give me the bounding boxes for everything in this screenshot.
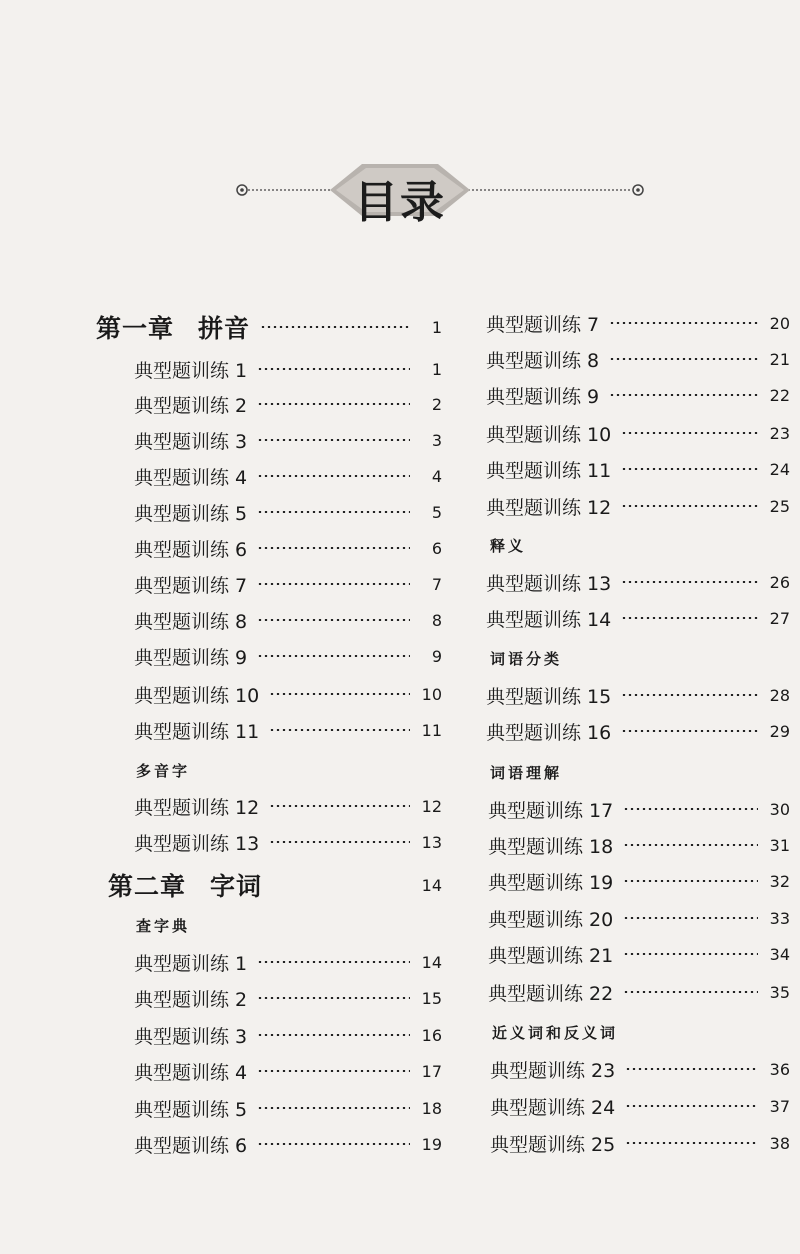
leader-dots <box>257 475 410 477</box>
leader-dots <box>625 1105 758 1107</box>
toc-entry[interactable] <box>134 947 442 977</box>
leader-dots <box>621 617 758 619</box>
page-number: 10 <box>421 684 442 704</box>
page-number: 12 <box>421 796 442 816</box>
leader-dots <box>260 326 410 328</box>
toc-entry[interactable] <box>134 425 442 455</box>
page-number: 33 <box>769 908 790 928</box>
page-number: 26 <box>769 572 790 592</box>
chapter-name: 拼音 <box>198 314 251 343</box>
page-number: 30 <box>769 799 790 819</box>
page-number: 25 <box>769 496 790 516</box>
page-number: 20 <box>769 313 790 333</box>
entry-name: 典型题训练 2 <box>134 394 248 417</box>
toc-left-column <box>96 0 442 1254</box>
entry-name: 典型题训练 11 <box>486 459 612 482</box>
entry-name: 典型题训练 1 <box>134 359 248 382</box>
leader-dots <box>257 619 410 621</box>
page-number: 16 <box>421 1025 442 1045</box>
page-number: 31 <box>769 835 790 855</box>
leader-dots <box>257 1034 410 1036</box>
entry-name: 典型题训练 10 <box>486 423 612 446</box>
page-number: 4 <box>431 466 442 486</box>
leader-dots <box>623 844 758 846</box>
leader-dots <box>625 1068 758 1070</box>
leader-dots <box>257 547 410 549</box>
leader-dots <box>621 432 758 434</box>
chapter-label: 第一章 <box>96 314 175 343</box>
page-number: 34 <box>769 944 790 964</box>
leader-dots <box>257 403 410 405</box>
leader-dots <box>623 880 758 882</box>
leader-dots <box>609 394 758 396</box>
toc-entry[interactable] <box>134 389 442 419</box>
leader-dots <box>257 655 410 657</box>
toc-entry[interactable] <box>486 567 790 597</box>
page-number: 13 <box>421 832 442 852</box>
page-number: 22 <box>769 385 790 405</box>
entry-name: 典型题训练 5 <box>134 1098 248 1121</box>
entry-name: 典型题训练 9 <box>134 646 248 669</box>
toc-entry[interactable] <box>134 1020 442 1050</box>
page-number: 38 <box>769 1133 790 1153</box>
toc-chapter-1[interactable] <box>96 312 442 342</box>
toc-entry[interactable] <box>490 1128 790 1158</box>
leader-dots <box>609 358 758 360</box>
leader-dots <box>621 694 758 696</box>
page-number: 1 <box>431 359 442 379</box>
page-number: 36 <box>769 1059 790 1079</box>
page-number: 28 <box>769 685 790 705</box>
toc-entry[interactable] <box>134 715 442 745</box>
toc-entry[interactable] <box>134 605 442 635</box>
entry-name: 典型题训练 3 <box>134 1025 248 1048</box>
page-number: 14 <box>421 952 442 972</box>
page-number: 19 <box>421 1134 442 1154</box>
page-number: 11 <box>421 720 442 740</box>
entry-name: 典型题训练 13 <box>134 832 260 855</box>
toc-entry[interactable] <box>134 791 442 821</box>
page-number: 32 <box>769 871 790 891</box>
entry-name: 典型题训练 7 <box>134 574 248 597</box>
page-number: 15 <box>421 988 442 1008</box>
leader-dots <box>257 511 410 513</box>
page-number: 2 <box>431 394 442 414</box>
leader-dots <box>257 997 410 999</box>
toc-entry[interactable] <box>134 827 442 857</box>
chapter-name: 字词 <box>210 872 263 901</box>
page-number: 27 <box>769 608 790 628</box>
entry-name: 典型题训练 7 <box>486 313 600 336</box>
leader-dots <box>609 322 758 324</box>
entry-name: 典型题训练 17 <box>488 799 614 822</box>
page-number: 37 <box>769 1096 790 1116</box>
section-heading: 释义 <box>490 537 527 555</box>
page-number: 5 <box>431 502 442 522</box>
page-number: 9 <box>431 646 442 666</box>
section-heading: 多音字 <box>136 762 191 780</box>
toc-entry[interactable] <box>488 977 790 1007</box>
toc-entry[interactable] <box>134 1056 442 1086</box>
page-number: 17 <box>421 1061 442 1081</box>
toc-entry[interactable] <box>488 903 790 933</box>
toc-entry[interactable] <box>134 1093 442 1123</box>
toc-entry[interactable] <box>134 497 442 527</box>
entry-name: 典型题训练 18 <box>488 835 614 858</box>
entry-name: 典型题训练 8 <box>486 349 600 372</box>
page-number: 6 <box>431 538 442 558</box>
toc-entry[interactable] <box>134 569 442 599</box>
toc-entry[interactable] <box>134 679 442 709</box>
entry-name: 典型题训练 20 <box>488 908 614 931</box>
page-number: 35 <box>769 982 790 1002</box>
section-heading: 近义词和反义词 <box>492 1024 619 1042</box>
leader-dots <box>621 730 758 732</box>
leader-dots <box>257 368 410 370</box>
page-number: 23 <box>769 423 790 443</box>
leader-space <box>272 884 410 886</box>
leader-dots <box>621 468 758 470</box>
page-number: 7 <box>431 574 442 594</box>
entry-name: 典型题训练 6 <box>134 1134 248 1157</box>
toc-entry[interactable] <box>488 794 790 824</box>
toc-entry[interactable] <box>134 533 442 563</box>
leader-dots <box>269 729 410 731</box>
leader-dots <box>257 1107 410 1109</box>
section-heading: 词语分类 <box>490 650 563 668</box>
leader-dots <box>623 953 758 955</box>
entry-name: 典型题训练 8 <box>134 610 248 633</box>
entry-name: 典型题训练 6 <box>134 538 248 561</box>
section-heading: 查字典 <box>136 917 191 935</box>
page-number: 21 <box>769 349 790 369</box>
toc-entry[interactable] <box>486 344 790 374</box>
toc-entry[interactable] <box>488 939 790 969</box>
toc-entry[interactable] <box>486 454 790 484</box>
entry-name: 典型题训练 1 <box>134 952 248 975</box>
entry-name: 典型题训练 16 <box>486 721 612 744</box>
leader-dots <box>257 1143 410 1145</box>
page-number: 14 <box>421 875 442 895</box>
entry-name: 典型题训练 21 <box>488 944 614 967</box>
entry-name: 典型题训练 14 <box>486 608 612 631</box>
chapter-label: 第二章 <box>108 872 187 901</box>
entry-name: 典型题训练 5 <box>134 502 248 525</box>
leader-dots <box>269 841 410 843</box>
toc-entry[interactable] <box>134 461 442 491</box>
leader-dots <box>257 1070 410 1072</box>
entry-name: 典型题训练 19 <box>488 871 614 894</box>
toc-entry[interactable] <box>134 354 442 384</box>
entry-name: 典型题训练 9 <box>486 385 600 408</box>
page-number: 18 <box>421 1098 442 1118</box>
toc-entry[interactable] <box>134 983 442 1013</box>
toc-entry[interactable] <box>486 603 790 633</box>
entry-name: 典型题训练 25 <box>490 1133 616 1156</box>
leader-dots <box>257 583 410 585</box>
entry-name: 典型题训练 11 <box>134 720 260 743</box>
toc-entry[interactable] <box>486 491 790 521</box>
entry-name: 典型题训练 15 <box>486 685 612 708</box>
leader-dots <box>257 961 410 963</box>
leader-dots <box>623 808 758 810</box>
leader-dots <box>257 439 410 441</box>
toc-entry[interactable] <box>486 380 790 410</box>
page-title: 目录 <box>354 177 446 228</box>
entry-name: 典型题训练 24 <box>490 1096 616 1119</box>
leader-dots <box>623 991 758 993</box>
toc-entry[interactable] <box>488 830 790 860</box>
entry-name: 典型题训练 23 <box>490 1059 616 1082</box>
page-number: 1 <box>431 317 442 337</box>
entry-name: 典型题训练 3 <box>134 430 248 453</box>
leader-dots <box>269 693 410 695</box>
toc-entry[interactable] <box>490 1054 790 1084</box>
section-heading: 词语理解 <box>490 764 563 782</box>
toc-entry[interactable] <box>490 1091 790 1121</box>
entry-name: 典型题训练 22 <box>488 982 614 1005</box>
toc-chapter-2[interactable] <box>108 870 442 900</box>
leader-dots <box>623 917 758 919</box>
leader-dots <box>621 505 758 507</box>
toc-entry[interactable] <box>134 1129 442 1159</box>
toc-right-column <box>470 0 790 1254</box>
page-number: 8 <box>431 610 442 630</box>
page-number: 3 <box>431 430 442 450</box>
toc-entry[interactable] <box>486 308 790 338</box>
toc-entry[interactable] <box>486 716 790 746</box>
page-number: 29 <box>769 721 790 741</box>
entry-name: 典型题训练 12 <box>486 496 612 519</box>
leader-dots <box>269 805 410 807</box>
toc-entry[interactable] <box>488 866 790 896</box>
toc-entry[interactable] <box>486 418 790 448</box>
page-number: 24 <box>769 459 790 479</box>
toc-entry[interactable] <box>486 680 790 710</box>
leader-dots <box>625 1142 758 1144</box>
entry-name: 典型题训练 4 <box>134 466 248 489</box>
entry-name: 典型题训练 12 <box>134 796 260 819</box>
entry-name: 典型题训练 13 <box>486 572 612 595</box>
leader-dots <box>621 581 758 583</box>
entry-name: 典型题训练 2 <box>134 988 248 1011</box>
entry-name: 典型题训练 10 <box>134 684 260 707</box>
entry-name: 典型题训练 4 <box>134 1061 248 1084</box>
toc-entry[interactable] <box>134 641 442 671</box>
